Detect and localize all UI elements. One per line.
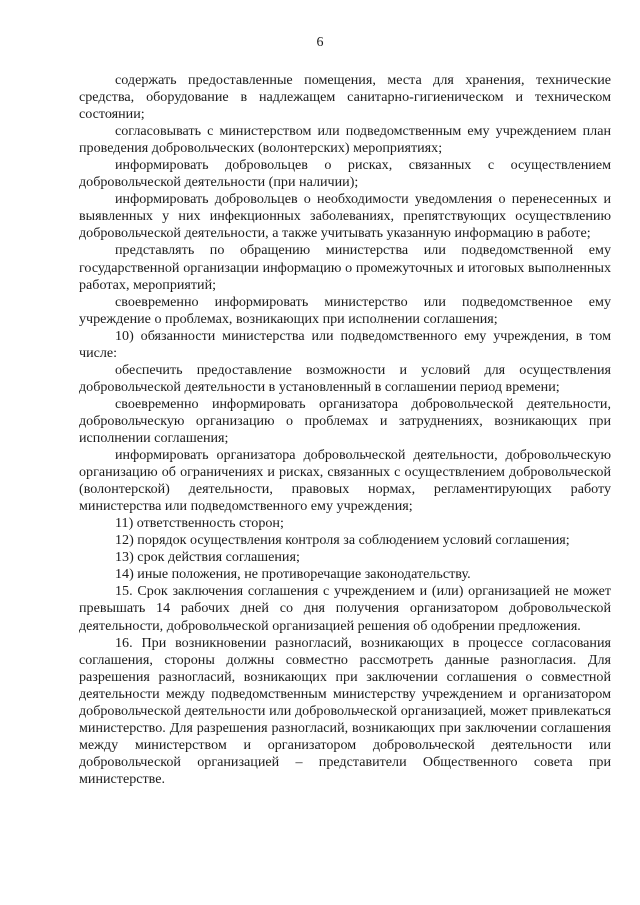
paragraph-11: 11) ответственность сторон; (115, 515, 284, 532)
paragraph-15: 15. Срок заключения соглашения с учреждением и (или) организацией не может превышать 14 рабочих дней со дня получения организатором добровольческой деятельности, добровольческой организацией решения об одобрении предложения. (79, 583, 611, 634)
paragraph-3: информировать добровольцев о рисках, связанных с осуществлением добровольческой деятельности (при наличии); (79, 157, 611, 191)
document-body (79, 72, 611, 788)
paragraph-10: информировать организатора добровольческой деятельности, добровольческую организацию об ограничениях и рисках, связанных с осуществлением добровольческой (волонтерской) деятельности, правовых нормах, регламентирующих работу министерства или подведомственного ему учреждения; (79, 447, 611, 515)
paragraph-9: своевременно информировать организатора добровольческой деятельности, добровольческую организацию о проблемах и затруднениях, возникающих при исполнении соглашения; (79, 395, 611, 446)
page-number: 6 (316, 35, 324, 50)
paragraph-5: представлять по обращению министерства или подведомственной ему государственной организации информацию о промежуточных и итоговых выполненных работах, мероприятий; (79, 242, 611, 293)
paragraph-1: содержать предоставленные помещения, места для хранения, технические средства, оборудование в надлежащем санитарно-гигиеническом и техническом состоянии; (79, 72, 611, 123)
paragraph-14: 14) иные положения, не противоречащие законодательству. (115, 566, 471, 583)
paragraph-2: согласовывать с министерством или подведомственным ему учреждением план проведения добровольческих (волонтерских) мероприятиях; (79, 123, 611, 157)
paragraph-6: своевременно информировать министерство или подведомственное ему учреждение о проблемах, возникающих при исполнении соглашения; (79, 293, 611, 327)
paragraph-13: 13) срок действия соглашения; (115, 549, 300, 566)
paragraph-16: 16. При возникновении разногласий, возникающих в процессе согласования соглашения, стороны должны совместно рассмотреть данные разногласия. Для разрешения разногласий, возникающих при заключении соглашения о совместной деятельности между подведомственным министерству учреждением и организатором добровольческой деятельности или добровольческой организацией, может привлекаться министерство. Для разрешения разногласий, возникающих при заключении соглашения между министерством и организатором добровольческой деятельности или добровольческой организацией – представители Общественного совета при министерстве. (79, 634, 611, 787)
paragraph-12: 12) порядок осуществления контроля за соблюдением условий соглашения; (115, 532, 570, 549)
paragraph-7: 10) обязанности министерства или подведомственного ему учреждения, в том числе: (79, 327, 611, 361)
paragraph-8: обеспечить предоставление возможности и условий для осуществления добровольческой деятельности в установленный в соглашении период времени; (79, 361, 611, 395)
paragraph-4: информировать добровольцев о необходимости уведомления о перенесенных и выявленных у них инфекционных заболеваниях, препятствующих осуществлению добровольческой деятельности, а также учитывать указанную информацию в работе; (79, 191, 611, 242)
